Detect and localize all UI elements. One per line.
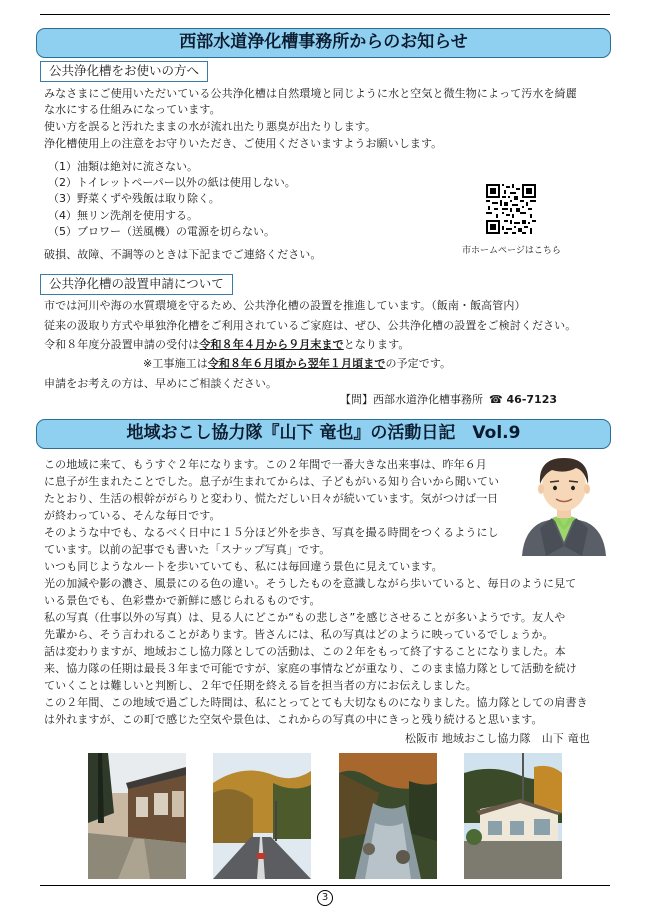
page-number-value: 3 [317,890,333,906]
construction-text: ※工事施工は [143,357,208,370]
application-text: 令和８年度分設置申請の受付は [44,338,200,351]
diary-signature: 松阪市 地域おこし協力隊 山下 竜也 [405,732,590,745]
diary-line: ていくことは難しいと判断し、２年で任期を終える旨を担当者の方にお伝えしました。 [44,679,477,692]
diary-line: 私の写真（仕事以外の写真）は、見る人にどこか“もの悲しさ”を感じさせることが多いようです。友人や [44,611,566,624]
page-number [0,889,650,906]
photo-town-building [464,753,562,879]
application-period: 令和８年４月から９月末まで [199,338,344,351]
diary-line: 話は変わりますが、地域おこし協力隊としての活動は、この２年をもって終了することになりました。本 [44,645,566,658]
intro-line: な水にする仕組みになっています。 [44,103,221,116]
inquiry-label: 【問】西部水道浄化槽事務所 [340,393,483,406]
diary-line: そのような中でも、なるべく日中に１５分ほど外を歩き、写真を撮る時間をつくるようにし [44,526,499,539]
photo-village-street [88,753,186,879]
diary-line: この地域に来て、もうすぐ２年になります。この２年間で一番大きな出来事は、昨年６月 [44,458,487,471]
qr-code[interactable] [486,184,536,234]
application-text: となります。 [343,338,410,351]
author-illustration [516,446,612,556]
top-rule [40,14,610,15]
subhead-application: 公共浄化槽の設置申請について [40,274,233,295]
section-banner-diary: 地域おこし協力隊『山下 竜也』の活動日記 Vol.9 [36,419,611,449]
application-line [44,337,409,353]
intro-line: 浄化槽使用上の注意をお守りいただき、ご使用くださいますようお願いします。 [44,137,443,150]
intro-line: みなさまにご使用いただいている公共浄化槽は自然環境と同じように水と空気と微生物によって汚水を綺麗 [44,87,577,100]
application-line: 従来の汲取り方式や単独浄化槽をご利用されているご家庭は、ぜひ、公共浄化槽の設置をご検討ください。 [44,319,577,332]
contact-note: 破損、故障、不調等のときは下記までご連絡ください。 [44,248,322,261]
rule-item: （4）無リン洗剤を使用する。 [48,208,198,222]
diary-line: ています。以前の記事でも書いた「スナップ写真」です。 [44,543,331,556]
inquiry-line [340,391,557,407]
diary-line: 先輩から、そう言われることがあります。皆さんには、私の写真はどのように映っているでしょうか。 [44,628,554,641]
bottom-rule [40,885,610,886]
application-line: 申請をお考えの方は、早めにご相談ください。 [44,377,278,390]
diary-line: たとおり、生活の根幹ががらりと変わり、慌ただしい日々が続いています。気がつけば一日 [44,492,499,505]
rule-item: （5）ブロワー（送風機）の電源を切らない。 [48,224,275,238]
diary-line: この２年間、この地域で過ごした時間は、私にとってとても大切なものになりました。協力隊としての肩書き [44,696,588,709]
photo-river-valley [339,753,437,879]
diary-line: 来、協力隊の任期は最長３年まで可能ですが、家庭の事情などが重なり、このまま協力隊として活動を続け [44,662,577,675]
diary-line: 光の加減や影の濃さ、風景にのる色の違い。そうしたものを意識しながら歩いていると、毎日のように見て [44,577,577,590]
application-line: 市では河川や海の水質環境を守るため、公共浄化槽の設置を推進しています。（飯南・飯高管内） [44,299,526,312]
diary-line: は外れますが、この町で感じた空気や景色は、これからの写真の中にきっと残り続けると思います。 [44,713,543,726]
usage-rules-list [48,159,296,240]
qr-caption: 市ホームページはこちら [462,246,561,256]
diary-line: に息子が生まれたことでした。息子が生まれてからは、子どもがいる知り合いから聞いてい [44,475,500,488]
subhead-usage: 公共浄化槽をお使いの方へ [40,61,208,82]
construction-period: 令和８年６月頃から翌年１月頃まで [207,357,386,370]
rule-item: （1）油類は絶対に流さない。 [48,160,198,173]
rule-item: （2）トイレットペーパー以外の紙は使用しない。 [48,176,296,190]
diary-line: いつも同じようなルートを歩いていても、私には毎回違う景色に見えています。 [44,560,443,573]
intro-line: 使い方を誤ると汚れたままの水が流れ出たり悪臭が出たりします。 [44,120,377,133]
construction-text: の予定です。 [385,357,452,370]
diary-line: いる景色でも、色彩豊かで新鮮に感じられるものです。 [44,594,321,607]
section-banner-notice: 西部水道浄化槽事務所からのお知らせ [36,28,611,58]
inquiry-tel: ☎ 46-7123 [489,393,558,406]
photo-mountain-road [213,753,311,879]
diary-line: が終わっている、そんな毎日です。 [44,509,221,522]
construction-line [143,356,451,372]
rule-item: （3）野菜くずや残飯は取り除く。 [48,192,220,206]
